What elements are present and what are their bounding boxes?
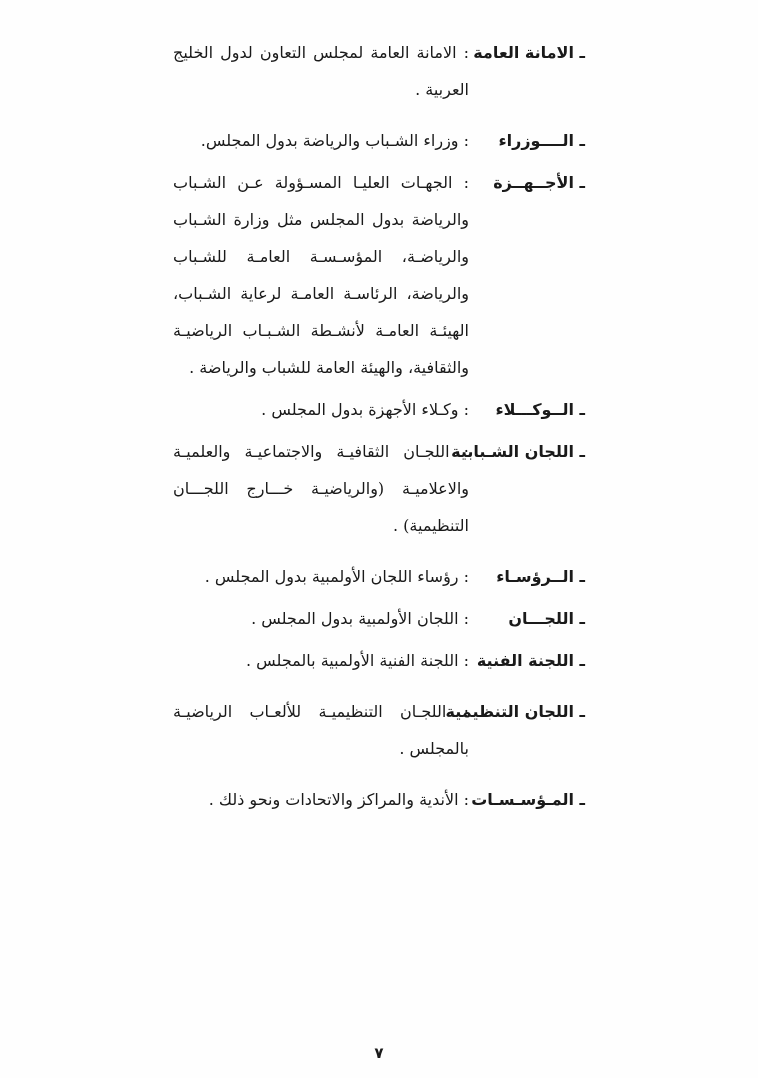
term-label: ـ الأجــهــزة — [493, 173, 585, 192]
definition-text: : رؤساء اللجان الأولمبية بدول المجلس . — [204, 567, 469, 586]
definitions-list — [173, 0, 585, 818]
definition-entry — [173, 781, 585, 818]
definition-text: : اللجان الأولمبية بدول المجلس . — [251, 609, 469, 628]
definition-entry — [173, 122, 585, 159]
definition-text: : الامانة العامة لمجلس التعاون لدول الخليج العربية . — [173, 43, 469, 99]
term-label: ـ اللجان الشـبابية — [451, 442, 585, 461]
definition-entry — [173, 642, 585, 679]
term-label: ـ الامانة العامة — [473, 43, 585, 62]
definition-entry — [173, 600, 585, 637]
definition-text: : الأندية والمراكز والاتحادات ونحو ذلك . — [208, 790, 469, 809]
definition-text: : اللجـان التنظيميـة للألعـاب الرياضيـة بالمجلس . — [173, 702, 469, 758]
definition-entry — [173, 558, 585, 595]
definition-text: : اللجـان الثقافيـة والاجتماعيـة والعلميـة والاعلاميـة (والرياضيـة خـــارج اللجـــان التنظيمية) . — [173, 442, 469, 535]
definition-text: : اللجنة الفنية الأولمبية بالمجلس . — [245, 651, 469, 670]
term-label: ـ الــوكـــلاء — [495, 400, 585, 419]
term-label: ـ اللجنة الفنية — [476, 651, 585, 670]
definition-text: : وكـلاء الأجهزة بدول المجلس . — [261, 400, 469, 419]
term-label: ـ الــرؤسـاء — [496, 567, 585, 586]
definition-entry — [173, 34, 585, 108]
definition-entry — [173, 391, 585, 428]
definition-text: : وزراء الشـباب والرياضة بدول المجلس. — [200, 131, 469, 150]
definition-text: : الجهـات العليـا المسـؤولة عـن الشـباب والرياضة بدول المجلس مثل وزارة الشـباب والرياضـة، المؤسـسـة العامـة للشـباب والرياضة، الرئاسـة العامـة لرعاية الشـباب، الهيئـة العامـة لأنشـطة الشـبـاب الرياضيـة والثقافية، والهيئة العامة للشباب والرياضة . — [173, 173, 469, 377]
term-label: ـ اللجـــان — [508, 609, 585, 628]
term-label: ـ اللجان التنظيمية — [445, 702, 585, 721]
definition-entry — [173, 433, 585, 544]
definition-entry — [173, 693, 585, 767]
term-label: ـ المـؤسـسـات — [471, 790, 585, 809]
term-label: ـ الــــوزراء — [498, 131, 585, 150]
definition-entry — [173, 164, 585, 386]
page-number: ٧ — [374, 1044, 384, 1062]
